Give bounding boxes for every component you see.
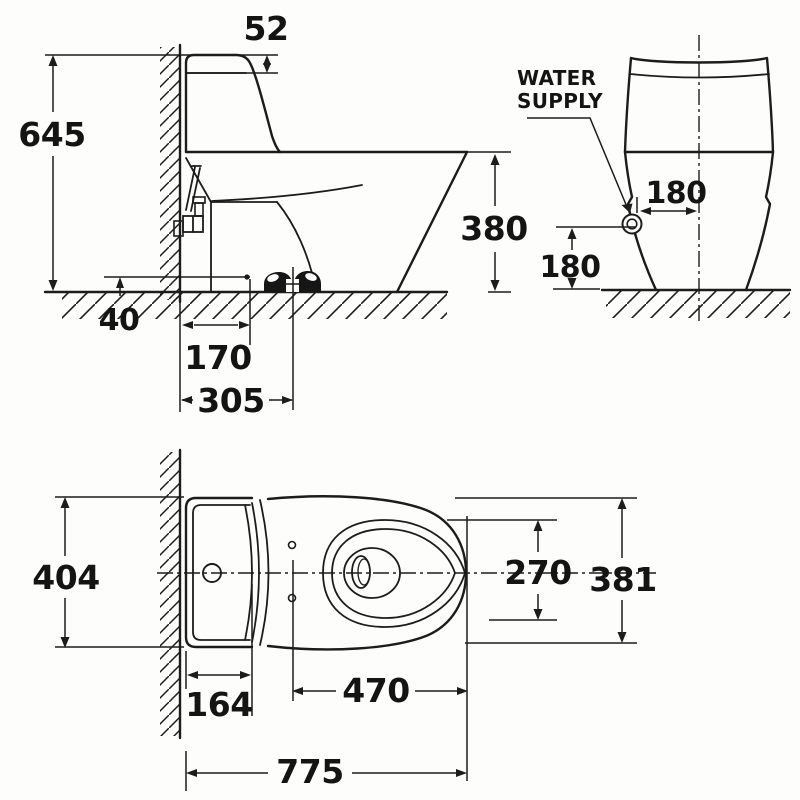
- top-view: [32, 450, 656, 791]
- arrow-right-icon: [456, 769, 467, 777]
- arrow-right-icon: [239, 321, 250, 329]
- dim-380: [460, 152, 527, 292]
- leader-dot-icon: [244, 274, 249, 279]
- pedestal-back: [186, 158, 277, 292]
- arrow-down-icon: [534, 609, 543, 620]
- dim-180-vertical: [539, 227, 636, 289]
- dim-381-label: 381: [589, 560, 657, 599]
- arrow-up-icon: [534, 520, 543, 531]
- water-supply-callout: [517, 66, 633, 213]
- arrow-down-icon: [49, 280, 58, 291]
- arrow-down-icon: [491, 280, 500, 291]
- arrow-left-icon: [186, 769, 197, 777]
- trap-hole-inner: [358, 559, 370, 585]
- arrow-down-icon: [618, 632, 627, 643]
- arrow-up-icon: [618, 498, 627, 509]
- wall-hatch: [160, 47, 180, 300]
- arrow-up-icon: [491, 154, 500, 165]
- arrow-up-icon: [568, 228, 577, 239]
- side-view: [18, 9, 527, 420]
- dim-380-label: 380: [460, 209, 528, 248]
- arrow-up-icon: [116, 277, 124, 288]
- dim-305-label: 305: [197, 381, 265, 420]
- dim-775: [186, 751, 467, 791]
- water-supply-label-line1: WATER: [517, 66, 597, 90]
- rim-underside-curve: [212, 185, 362, 201]
- arrow-down-icon: [263, 63, 271, 73]
- dim-40-label: 40: [98, 303, 140, 338]
- arrow-right-icon: [240, 671, 251, 679]
- leader-arrow-icon: [622, 204, 633, 214]
- arrow-up-icon: [61, 497, 70, 508]
- supply-hose: [186, 166, 201, 211]
- dim-180v-label: 180: [539, 250, 601, 285]
- valve-stem: [195, 203, 203, 216]
- dim-180h-label: 180: [645, 176, 707, 211]
- water-supply-label-line2: SUPPLY: [517, 89, 603, 113]
- arrow-left-icon: [187, 671, 198, 679]
- dim-52-label: 52: [243, 9, 289, 48]
- dim-164-label: 164: [185, 685, 253, 724]
- dim-404-label: 404: [32, 558, 100, 597]
- hinge-hole-bottom: [289, 595, 296, 602]
- arrow-up-icon: [49, 55, 58, 66]
- dim-775-label: 775: [276, 752, 344, 791]
- rear-view: [517, 35, 790, 322]
- bowl-rear-slant: [397, 152, 467, 292]
- dim-180-horizontal: [640, 176, 707, 215]
- dim-645: [18, 55, 85, 291]
- arrow-left-icon: [182, 321, 193, 329]
- dim-164: [185, 584, 252, 724]
- bowl-side-right: [746, 152, 773, 290]
- arrow-left-icon: [181, 396, 192, 404]
- dim-170-label: 170: [184, 338, 252, 377]
- floor-hatch: [606, 291, 790, 318]
- arrow-right-icon: [282, 396, 293, 404]
- valve-outer-circle: [623, 215, 642, 234]
- valve-cap: [193, 197, 205, 203]
- leader-line: [527, 118, 627, 207]
- dim-645-label: 645: [18, 115, 86, 154]
- dim-270-label: 270: [504, 553, 572, 592]
- dim-470-label: 470: [342, 671, 410, 710]
- wall-hatch: [160, 452, 180, 736]
- hinge-hole-top: [289, 542, 296, 549]
